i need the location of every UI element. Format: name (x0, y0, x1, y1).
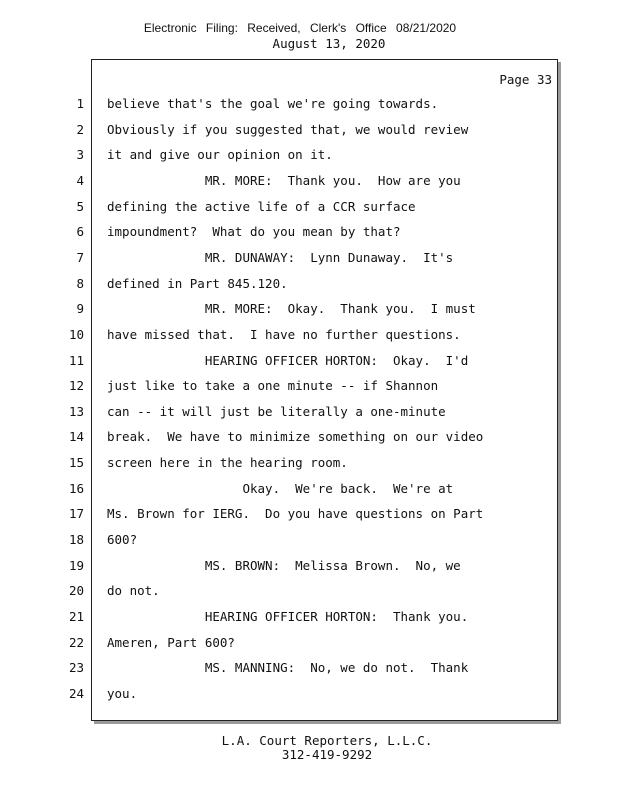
line-number: 13 (68, 404, 84, 419)
line-number: 8 (76, 276, 84, 291)
line-number: 17 (68, 506, 84, 521)
transcript-line: you. (107, 686, 138, 701)
transcript-line: Okay. We're back. We're at (107, 481, 454, 496)
transcript-line: do not. (107, 583, 160, 598)
line-number: 19 (68, 558, 84, 573)
transcript-line: screen here in the hearing room. (107, 455, 348, 470)
transcript-line: defining the active life of a CCR surface (107, 199, 416, 214)
line-number: 14 (68, 429, 84, 444)
line-number: 5 (76, 199, 84, 214)
transcript-line: have missed that. I have no further questions. (107, 327, 461, 342)
line-number: 24 (68, 686, 84, 701)
page-number: Page 33 (499, 72, 552, 87)
line-number: 23 (68, 660, 84, 675)
transcript-line: MR. MORE: Okay. Thank you. I must (107, 301, 476, 316)
line-number: 21 (68, 609, 84, 624)
transcript-line: MR. DUNAWAY: Lynn Dunaway. It's (107, 250, 454, 265)
transcript-line: impoundment? What do you mean by that? (107, 224, 401, 239)
line-number: 1 (76, 96, 84, 111)
line-number: 11 (68, 353, 84, 368)
line-number: 18 (68, 532, 84, 547)
filing-stamp: Electronic Filing: Received, Clerk's Office 08/21/2020 (143, 21, 457, 35)
transcript-line: HEARING OFFICER HORTON: Thank you. (107, 609, 469, 624)
transcript-line: MS. BROWN: Melissa Brown. No, we (107, 558, 461, 573)
transcript-line: Ms. Brown for IERG. Do you have questions on Part (107, 506, 484, 521)
footer-phone: 312-419-9292 (281, 747, 373, 762)
line-number: 4 (76, 173, 84, 188)
line-number: 15 (68, 455, 84, 470)
transcript-line: HEARING OFFICER HORTON: Okay. I'd (107, 353, 469, 368)
transcript-line: believe that's the goal we're going towards. (107, 96, 439, 111)
transcript-line: break. We have to minimize something on our video (107, 429, 484, 444)
transcript-line: can -- it will just be literally a one-minute (107, 404, 446, 419)
transcript-date: August 13, 2020 (272, 36, 386, 51)
line-number: 9 (76, 301, 84, 316)
transcript-line: MR. MORE: Thank you. How are you (107, 173, 461, 188)
transcript-line: Ameren, Part 600? (107, 635, 235, 650)
line-number: 3 (76, 147, 84, 162)
line-number: 10 (68, 327, 84, 342)
footer-company: L.A. Court Reporters, L.L.C. (221, 733, 433, 748)
transcript-line: it and give our opinion on it. (107, 147, 333, 162)
transcript-line: 600? (107, 532, 138, 547)
transcript-line: Obviously if you suggested that, we would review (107, 122, 469, 137)
line-number: 20 (68, 583, 84, 598)
transcript-line: just like to take a one minute -- if Shannon (107, 378, 439, 393)
line-number: 22 (68, 635, 84, 650)
line-number: 12 (68, 378, 84, 393)
line-number: 6 (76, 224, 84, 239)
line-number: 16 (68, 481, 84, 496)
line-number: 7 (76, 250, 84, 265)
transcript-line: defined in Part 845.120. (107, 276, 288, 291)
transcript-line: MS. MANNING: No, we do not. Thank (107, 660, 469, 675)
line-number: 2 (76, 122, 84, 137)
